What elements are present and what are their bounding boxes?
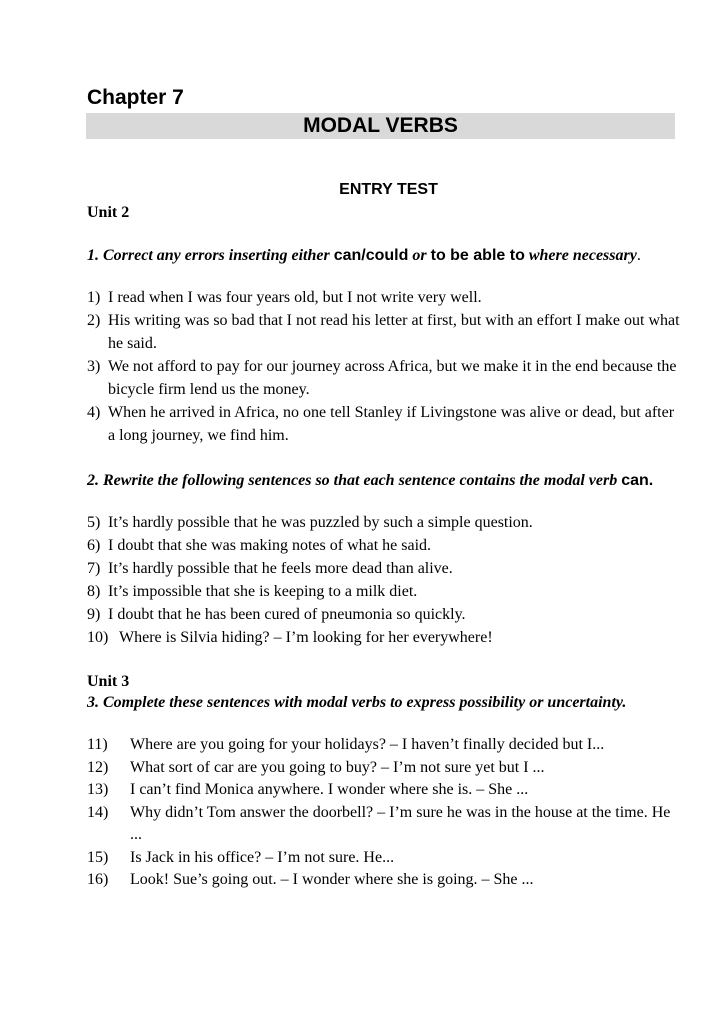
list-item xyxy=(87,869,682,892)
item-text: His writing was so bad that I not read his letter at first, but with an effort I make out what he said. xyxy=(108,312,680,352)
unit-2-heading: Unit 2 xyxy=(87,204,130,221)
task-2-list xyxy=(87,511,682,649)
item-number: 16) xyxy=(87,871,109,888)
section-title: MODAL VERBS xyxy=(303,114,458,137)
list-item xyxy=(87,847,682,870)
item-text: When he arrived in Africa, no one tell Stanley if Livingstone was alive or dead, but after a long journey, we find him. xyxy=(108,404,675,444)
task-2-text: 2. Rewrite the following sentences so that each sentence contains the modal verb xyxy=(87,472,622,489)
chapter-heading: Chapter 7 xyxy=(87,86,184,109)
entry-test-heading: ENTRY TEST xyxy=(339,181,438,198)
unit-3-heading: Unit 3 xyxy=(87,673,130,690)
item-number: 12) xyxy=(87,758,109,776)
item-text: Is Jack in his office? – I’m not sure. He... xyxy=(130,848,395,866)
item-number: 5) xyxy=(87,514,101,531)
task-1-period: . xyxy=(636,247,641,264)
item-number: 8) xyxy=(87,583,101,600)
list-item xyxy=(87,626,682,649)
list-item xyxy=(87,534,682,557)
item-text: It’s impossible that she is keeping to a milk diet. xyxy=(108,583,418,600)
task-1-list xyxy=(87,286,682,447)
task-1-text: 1. Correct any errors inserting either xyxy=(87,247,334,264)
list-item xyxy=(87,355,682,401)
item-text: I read when I was four years old, but I not write very well. xyxy=(108,289,482,306)
list-item xyxy=(87,309,682,355)
section-title-banner xyxy=(86,113,675,139)
task-3-instruction: 3. Complete these sentences with modal verbs to express possibility or uncertainty. xyxy=(87,694,627,711)
item-text: It’s hardly possible that he was puzzled by such a simple question. xyxy=(108,514,533,531)
item-text: I can’t find Monica anywhere. I wonder where she is. – She ... xyxy=(130,781,529,798)
item-number: 11) xyxy=(87,736,108,753)
list-item xyxy=(87,757,682,780)
list-item xyxy=(87,734,682,757)
task-2-instruction xyxy=(87,470,677,491)
item-number: 7) xyxy=(87,560,101,577)
list-item xyxy=(87,580,682,603)
task-1-text-or: or xyxy=(408,247,431,264)
task-2-term-can: can. xyxy=(621,472,654,489)
list-item xyxy=(87,511,682,534)
list-item xyxy=(87,286,682,309)
item-text: Why didn’t Tom answer the doorbell? – I’m sure he was in the house at the time. He ... xyxy=(130,803,671,843)
list-item xyxy=(87,557,682,580)
task-1-term-to-be-able-to: to be able to xyxy=(430,247,525,264)
item-text: Where is Silvia hiding? – I’m looking for her everywhere! xyxy=(119,629,493,646)
item-text: It’s hardly possible that he feels more dead than alive. xyxy=(108,560,453,577)
item-number: 1) xyxy=(87,289,101,306)
task-1-text-end: where necessary xyxy=(524,247,637,264)
item-text: What sort of car are you going to buy? – I’m not sure yet but I ... xyxy=(130,758,545,776)
item-number: 9) xyxy=(87,606,101,623)
item-number: 15) xyxy=(87,848,109,866)
item-number: 10) xyxy=(87,629,109,646)
item-text: I doubt that he has been cured of pneumonia so quickly. xyxy=(108,606,466,623)
list-item xyxy=(87,779,682,802)
item-text: Look! Sue’s going out. – I wonder where she is going. – She ... xyxy=(130,871,534,888)
item-number: 6) xyxy=(87,537,101,554)
item-number: 4) xyxy=(87,404,101,421)
item-text: Where are you going for your holidays? – I haven’t finally decided but I... xyxy=(130,736,605,753)
task-1-instruction xyxy=(87,245,677,266)
item-number: 14) xyxy=(87,803,109,821)
list-item xyxy=(87,802,682,847)
list-item xyxy=(87,603,682,626)
item-number: 3) xyxy=(87,358,101,375)
item-text: I doubt that she was making notes of what he said. xyxy=(108,537,432,554)
task-1-term-can-could: can/could xyxy=(333,247,409,264)
item-number: 2) xyxy=(87,312,101,329)
task-3-list xyxy=(87,734,682,892)
item-text: We not afford to pay for our journey across Africa, but we make it in the end because the bicycle firm lend us the money. xyxy=(108,358,677,398)
list-item xyxy=(87,401,682,447)
item-number: 13) xyxy=(87,781,109,798)
